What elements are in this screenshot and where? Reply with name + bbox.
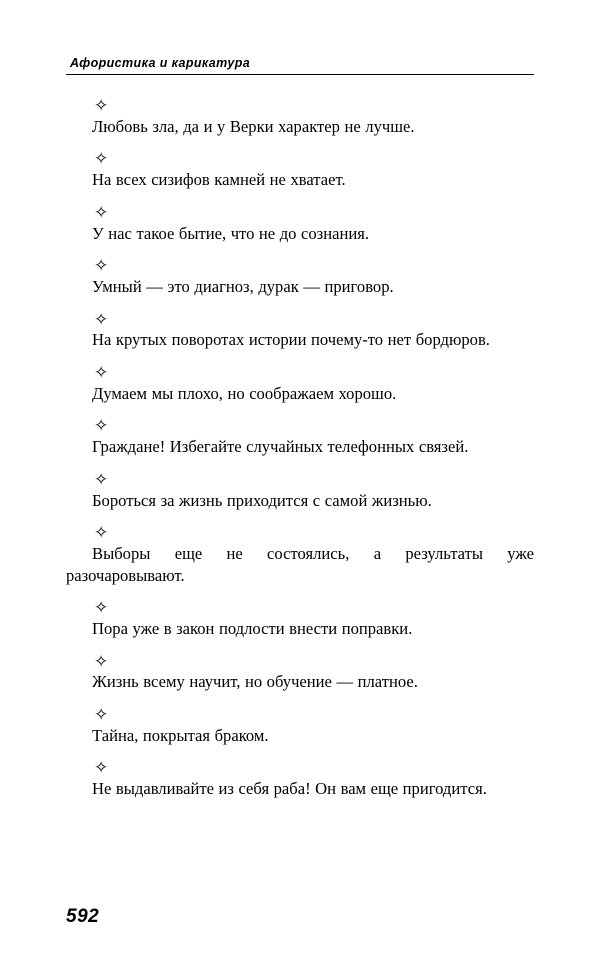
diamond-separator-icon: ✧ <box>94 416 109 436</box>
aphorism-text: Тайна, покрытая браком. <box>92 725 269 745</box>
aphorism-entry <box>66 257 534 297</box>
diamond-separator-icon: ✧ <box>94 598 109 618</box>
aphorism-entry <box>66 364 534 404</box>
aphorism-entry <box>66 311 534 351</box>
diamond-separator-icon: ✧ <box>94 651 109 671</box>
aphorism-list <box>66 97 534 800</box>
aphorism-text: Не выдавливайте из себя раба! Он вам еще пригодится. <box>92 779 487 799</box>
diamond-separator-icon: ✧ <box>94 523 109 543</box>
aphorism-text: Бороться за жизнь приходится с самой жизнью. <box>92 490 432 510</box>
aphorism-entry <box>66 204 534 244</box>
aphorism-text: Граждане! Избегайте случайных телефонных связей. <box>92 437 469 457</box>
diamond-separator-icon: ✧ <box>94 758 109 778</box>
aphorism-text: Выборы еще не состоялись, а результаты уже разочаровывают. <box>66 544 534 585</box>
aphorism-text: Пора уже в закон подлости внести поправки. <box>92 619 413 639</box>
aphorism-entry <box>66 150 534 190</box>
aphorism-text: Умный — это диагноз, дурак — приговор. <box>92 277 394 297</box>
aphorism-entry <box>66 97 534 137</box>
header-divider <box>66 74 534 75</box>
aphorism-entry <box>66 524 534 586</box>
aphorism-text: Думаем мы плохо, но соображаем хорошо. <box>92 383 397 403</box>
aphorism-text: На всех сизифов камней не хватает. <box>92 170 346 190</box>
aphorism-entry <box>66 417 534 457</box>
page-number: 592 <box>66 906 100 927</box>
diamond-separator-icon: ✧ <box>94 149 109 169</box>
diamond-separator-icon: ✧ <box>94 469 109 489</box>
aphorism-entry <box>66 759 534 799</box>
diamond-separator-icon: ✧ <box>94 309 109 329</box>
aphorism-entry <box>66 653 534 693</box>
aphorism-entry <box>66 471 534 511</box>
diamond-separator-icon: ✧ <box>94 705 109 725</box>
aphorism-text: На крутых поворотах истории почему-то нет бордюров. <box>92 330 490 350</box>
aphorism-text: Любовь зла, да и у Верки характер не лучше. <box>92 116 415 136</box>
diamond-separator-icon: ✧ <box>94 202 109 222</box>
diamond-separator-icon: ✧ <box>94 256 109 276</box>
aphorism-text: Жизнь всему научит, но обучение — платное. <box>92 672 418 692</box>
aphorism-text: У нас такое бытие, что не до сознания. <box>92 223 370 243</box>
aphorism-entry <box>66 599 534 639</box>
aphorism-entry <box>66 706 534 746</box>
diamond-separator-icon: ✧ <box>94 363 109 383</box>
diamond-separator-icon: ✧ <box>94 96 109 115</box>
running-head: Афористика и карикатура <box>70 56 251 70</box>
